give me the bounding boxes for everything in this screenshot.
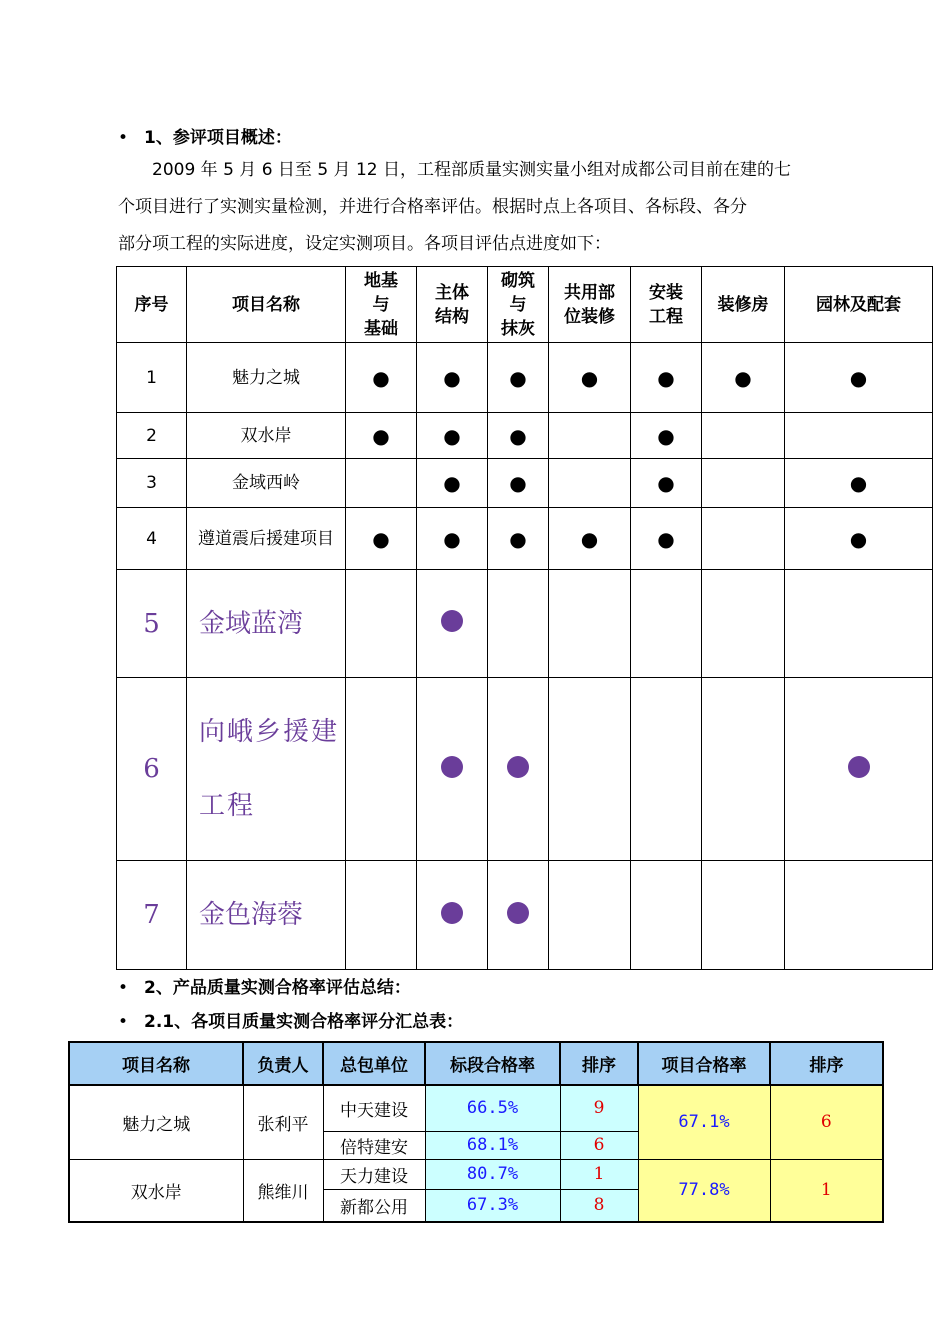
progress-cell [631, 508, 702, 570]
progress-cell [785, 570, 933, 678]
header-cell: 项目名称 [187, 267, 346, 343]
progress-cell [631, 678, 702, 861]
progress-dot-icon: ● [657, 365, 675, 390]
progress-cell [417, 861, 488, 970]
header-cell: 地基 与 基础 [346, 267, 417, 343]
section1-heading [118, 123, 292, 148]
progress-dot-icon: ● [372, 423, 390, 448]
manager-name: 熊维川 [243, 1159, 323, 1222]
row-number: 7 [117, 861, 187, 970]
progress-table-header [117, 267, 933, 343]
progress-dot-icon [441, 902, 463, 924]
project-rank: 6 [770, 1085, 883, 1159]
progress-cell [631, 459, 702, 508]
progress-cell [488, 861, 549, 970]
pass-rate-summary-table [68, 1041, 884, 1223]
table-row [69, 1159, 883, 1189]
progress-cell [785, 508, 933, 570]
table-row [117, 570, 933, 678]
progress-dot-icon [441, 756, 463, 778]
project-name: 金色海蓉 [187, 861, 346, 970]
progress-cell [417, 570, 488, 678]
summary-table-header [69, 1042, 883, 1085]
project-name: 向峨乡援建工程 [187, 678, 346, 861]
row-number: 2 [117, 413, 187, 459]
table-row [117, 861, 933, 970]
paragraph-line-2: 个项目进行了实测实量检测，并进行合格率评估。根据时点上各项目、各标段、各分 [118, 197, 747, 217]
progress-dot-icon: ● [849, 526, 868, 551]
progress-cell [417, 678, 488, 861]
project-name: 双水岸 [187, 413, 346, 459]
progress-dot-icon [507, 902, 529, 924]
row-number: 5 [117, 570, 187, 678]
project-name: 金域蓝湾 [187, 570, 346, 678]
progress-cell [346, 570, 417, 678]
progress-cell [785, 343, 933, 413]
progress-dot-icon: ● [443, 471, 461, 495]
header-cell: 主体 结构 [417, 267, 488, 343]
progress-cell [631, 861, 702, 970]
table-row [117, 459, 933, 508]
table-row [69, 1085, 883, 1131]
section2-heading [118, 973, 411, 998]
paragraph-line-3: 部分项工程的实际进度，设定实测项目。各项目评估点进度如下： [118, 234, 611, 254]
progress-cell [488, 343, 549, 413]
progress-cell [549, 508, 631, 570]
progress-dot-icon: ● [443, 365, 461, 390]
row-number: 3 [117, 459, 187, 508]
row-number: 6 [117, 678, 187, 861]
progress-cell [785, 413, 933, 459]
progress-cell [417, 459, 488, 508]
progress-cell [702, 570, 785, 678]
progress-cell [702, 459, 785, 508]
header-cell: 排序 [560, 1042, 638, 1085]
header-cell: 项目名称 [69, 1042, 243, 1085]
progress-dot-icon: ● [372, 365, 390, 390]
progress-cell [488, 570, 549, 678]
progress-dot-icon [441, 610, 463, 632]
progress-dot-icon: ● [657, 526, 675, 551]
section-pass-rate: 67.3% [425, 1189, 560, 1222]
progress-dot-icon: ● [580, 365, 599, 390]
progress-cell [785, 861, 933, 970]
section2-1-heading [118, 1007, 463, 1032]
progress-dot-icon: ● [657, 471, 675, 495]
project-name: 双水岸 [69, 1159, 243, 1222]
progress-table [116, 266, 933, 970]
progress-cell [346, 343, 417, 413]
progress-cell [346, 861, 417, 970]
section-pass-rate: 66.5% [425, 1085, 560, 1131]
table-row [117, 343, 933, 413]
section-pass-rate: 80.7% [425, 1159, 560, 1189]
progress-cell [549, 861, 631, 970]
manager-name: 张利平 [243, 1085, 323, 1159]
contractor-name: 新都公用 [323, 1189, 425, 1222]
section2-1-heading-text: 2.1、各项目质量实测合格率评分汇总表： [144, 1012, 464, 1032]
progress-cell [488, 459, 549, 508]
header-cell: 装修房 [702, 267, 785, 343]
progress-cell [785, 459, 933, 508]
progress-dot-icon: ● [509, 526, 527, 551]
progress-cell [549, 570, 631, 678]
progress-dot-icon: ● [580, 526, 599, 551]
table-row [117, 508, 933, 570]
progress-cell [488, 413, 549, 459]
contractor-name: 倍特建安 [323, 1131, 425, 1159]
progress-cell [702, 678, 785, 861]
bullet-point: • [118, 128, 129, 148]
progress-dot-icon: ● [849, 365, 868, 390]
progress-cell [631, 343, 702, 413]
project-name: 金域西岭 [187, 459, 346, 508]
progress-dot-icon: ● [443, 526, 461, 551]
progress-cell [488, 678, 549, 861]
project-name: 魅力之城 [187, 343, 346, 413]
progress-dot-icon: ● [509, 365, 527, 390]
header-cell: 序号 [117, 267, 187, 343]
progress-cell [346, 508, 417, 570]
row-number: 1 [117, 343, 187, 413]
header-cell: 标段合格率 [425, 1042, 560, 1085]
progress-cell [785, 678, 933, 861]
progress-cell [417, 508, 488, 570]
project-pass-rate: 77.8% [638, 1159, 770, 1222]
section-rank: 1 [560, 1159, 638, 1189]
header-cell: 共用部 位装修 [549, 267, 631, 343]
project-pass-rate: 67.1% [638, 1085, 770, 1159]
progress-dot-icon: ● [443, 423, 461, 448]
contractor-name: 天力建设 [323, 1159, 425, 1189]
progress-cell [346, 678, 417, 861]
header-cell: 园林及配套 [785, 267, 933, 343]
progress-cell [631, 570, 702, 678]
contractor-name: 中天建设 [323, 1085, 425, 1131]
progress-cell [631, 413, 702, 459]
section2-heading-text: 2、产品质量实测合格率评估总结： [144, 978, 411, 998]
progress-cell [417, 413, 488, 459]
header-cell: 负责人 [243, 1042, 323, 1085]
section-rank: 9 [560, 1085, 638, 1131]
paragraph-line-1: 2009 年 5 月 6 日至 5 月 12 日，工程部质量实测实量小组对成都公司目前在建的七 [152, 160, 791, 180]
header-cell: 项目合格率 [638, 1042, 770, 1085]
section-pass-rate: 68.1% [425, 1131, 560, 1159]
table-row [117, 413, 933, 459]
progress-cell [417, 343, 488, 413]
progress-dot-icon [848, 756, 870, 778]
progress-dot-icon: ● [734, 365, 752, 390]
progress-cell [702, 413, 785, 459]
bullet-point: • [118, 978, 129, 998]
section1-heading-text: 1、参评项目概述： [144, 128, 292, 148]
progress-cell [549, 678, 631, 861]
progress-dot-icon: ● [657, 423, 675, 448]
progress-cell [702, 343, 785, 413]
progress-cell [549, 343, 631, 413]
project-name: 魅力之城 [69, 1085, 243, 1159]
progress-cell [488, 508, 549, 570]
progress-dot-icon: ● [849, 471, 868, 495]
project-name: 遵道震后援建项目 [187, 508, 346, 570]
section-rank: 6 [560, 1131, 638, 1159]
header-cell: 排序 [770, 1042, 883, 1085]
header-cell: 总包单位 [323, 1042, 425, 1085]
progress-dot-icon: ● [509, 471, 527, 495]
progress-dot-icon [507, 756, 529, 778]
progress-cell [702, 508, 785, 570]
project-rank: 1 [770, 1159, 883, 1222]
progress-cell [702, 861, 785, 970]
header-cell: 砌筑 与 抹灰 [488, 267, 549, 343]
progress-cell [346, 459, 417, 508]
progress-cell [549, 413, 631, 459]
progress-cell [549, 459, 631, 508]
progress-cell [346, 413, 417, 459]
section-rank: 8 [560, 1189, 638, 1222]
progress-dot-icon: ● [372, 526, 390, 551]
section1-paragraph [118, 152, 838, 263]
header-cell: 安装 工程 [631, 267, 702, 343]
progress-dot-icon: ● [509, 423, 527, 448]
bullet-point: • [118, 1012, 129, 1032]
row-number: 4 [117, 508, 187, 570]
table-row [117, 678, 933, 861]
